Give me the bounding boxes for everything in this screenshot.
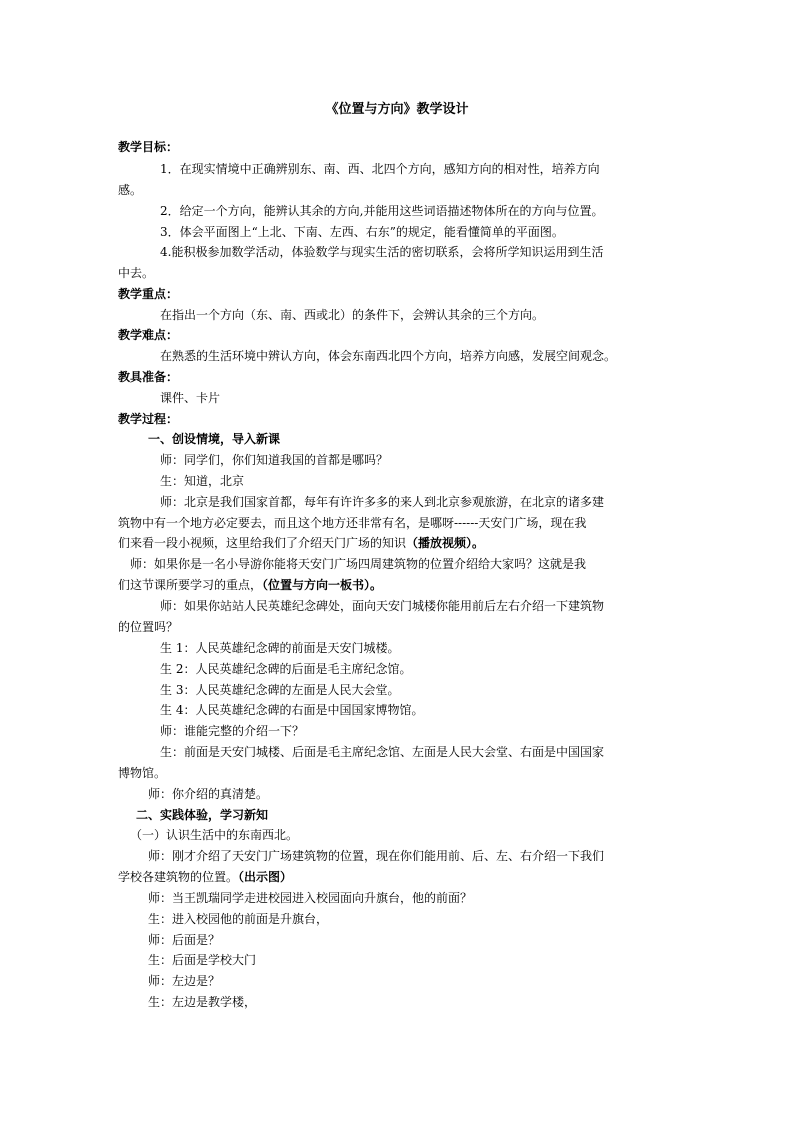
dialogue-line: 师：如果你是一名小导游你能将天安门广场四周建筑物的位置介绍给大家吗？这就是我 bbox=[130, 557, 587, 571]
section2-subheading: （一）认识生活中的东南西北。 bbox=[130, 828, 299, 842]
note-blackboard: （位置与方向一板书）。 bbox=[262, 578, 383, 592]
note-play-video: （播放视频）。 bbox=[406, 536, 485, 550]
heading-key-points: 教学重点： bbox=[118, 287, 179, 301]
dialogue-line: 生 4：人民英雄纪念碑的右面是中国国家博物馆。 bbox=[160, 703, 424, 717]
goal-line-1-cont: 感。 bbox=[118, 183, 143, 197]
dialogue-line: 师：刚才介绍了天安门广场建筑物的位置，现在你们能用前、后、左、右介绍一下我们 bbox=[148, 849, 605, 863]
dialogue-line: 生 1：人民英雄纪念碑的前面是天安门城楼。 bbox=[160, 641, 400, 655]
heading-materials: 教具准备： bbox=[118, 370, 179, 384]
dialogue-line: 博物馆。 bbox=[118, 766, 167, 780]
section2-heading: 二、实践体验，学习新知 bbox=[136, 808, 269, 822]
dialogue-line bbox=[118, 577, 678, 593]
heading-difficulties: 教学难点： bbox=[118, 328, 179, 342]
heading-process: 教学过程： bbox=[118, 412, 179, 426]
dialogue-line: 师：左边是？ bbox=[148, 974, 221, 988]
dialogue-line: 师：如果你站站人民英雄纪念碑处，面向天安门城楼你能用前后左右介绍一下建筑物 bbox=[160, 599, 605, 613]
dialogue-text: 学校各建筑物的位置。 bbox=[118, 870, 239, 884]
goal-line-4-cont: 中去。 bbox=[118, 266, 155, 280]
dialogue-line: 生：进入校园他的前面是升旗台， bbox=[148, 912, 329, 926]
dialogue-line: 师：同学们，你们知道我国的首都是哪吗？ bbox=[160, 453, 389, 467]
section1-heading: 一、创设情境，导入新课 bbox=[148, 432, 281, 446]
dialogue-line: 生：前面是天安门城楼、后面是毛主席纪念馆、左面是人民大会堂、右面是中国国家 bbox=[160, 745, 605, 759]
dialogue-line: 生：左边是教学楼， bbox=[148, 995, 257, 1009]
document-title: 《位置与方向》教学设计 bbox=[325, 102, 469, 117]
dialogue-line: 师：后面是？ bbox=[148, 933, 221, 947]
dialogue-line: 生：知道，北京 bbox=[160, 474, 245, 488]
dialogue-line bbox=[118, 535, 678, 551]
dialogue-line: 师：你介绍的真清楚。 bbox=[148, 787, 269, 801]
dialogue-line: 生：后面是学校大门 bbox=[148, 953, 257, 967]
dialogue-line: 师：当王凯瑞同学走进校园进入校园面向升旗台，他的前面？ bbox=[148, 891, 473, 905]
note-show-picture: （出示图） bbox=[238, 870, 293, 884]
dialogue-line: 的位置吗？ bbox=[118, 620, 179, 634]
dialogue-line: 师：北京是我们国家首都，每年有许许多多的来人到北京参观旅游，在北京的诸多建 bbox=[160, 495, 605, 509]
heading-goals: 教学目标： bbox=[118, 140, 179, 154]
dialogue-text: 们这节课所要学习的重点， bbox=[118, 578, 263, 592]
dialogue-line: 师：谁能完整的介绍一下？ bbox=[160, 724, 305, 738]
materials-text: 课件、卡片 bbox=[160, 391, 221, 405]
dialogue-line bbox=[118, 869, 678, 885]
dialogue-line: 生 2：人民英雄纪念碑的后面是毛主席纪念馆。 bbox=[160, 662, 412, 676]
dialogue-text: 们来看一段小视频，这里给我们了介绍天门广场的知识 bbox=[118, 536, 407, 550]
key-points-text: 在指出一个方向（东、南、西或北）的条件下，会辨认其余的三个方向。 bbox=[160, 308, 545, 322]
goal-line-3: 3．体会平面图上“上北、下南、左西、右东”的规定，能看懂简单的平面图。 bbox=[160, 225, 564, 239]
goal-line-4: 4.能积极参加数学活动，体验数学与现实生活的密切联系，会将所学知识运用到生活 bbox=[160, 245, 604, 259]
goal-line-2: 2．给定一个方向，能辨认其余的方向,并能用这些词语描述物体所在的方向与位置。 bbox=[160, 204, 604, 218]
dialogue-line: 生 3：人民英雄纪念碑的左面是人民大会堂。 bbox=[160, 683, 400, 697]
dialogue-line: 筑物中有一个地方必定要去，而且这个地方还非常有名，是哪呀------天安门广场，现在我 bbox=[118, 516, 587, 530]
goal-line-1: 1．在现实情境中正确辨别东、南、西、北四个方向，感知方向的相对性，培养方向 bbox=[160, 162, 600, 176]
difficulties-text: 在熟悉的生活环境中辨认方向，体会东南西北四个方向，培养方向感，发展空间观念。 bbox=[160, 349, 617, 363]
